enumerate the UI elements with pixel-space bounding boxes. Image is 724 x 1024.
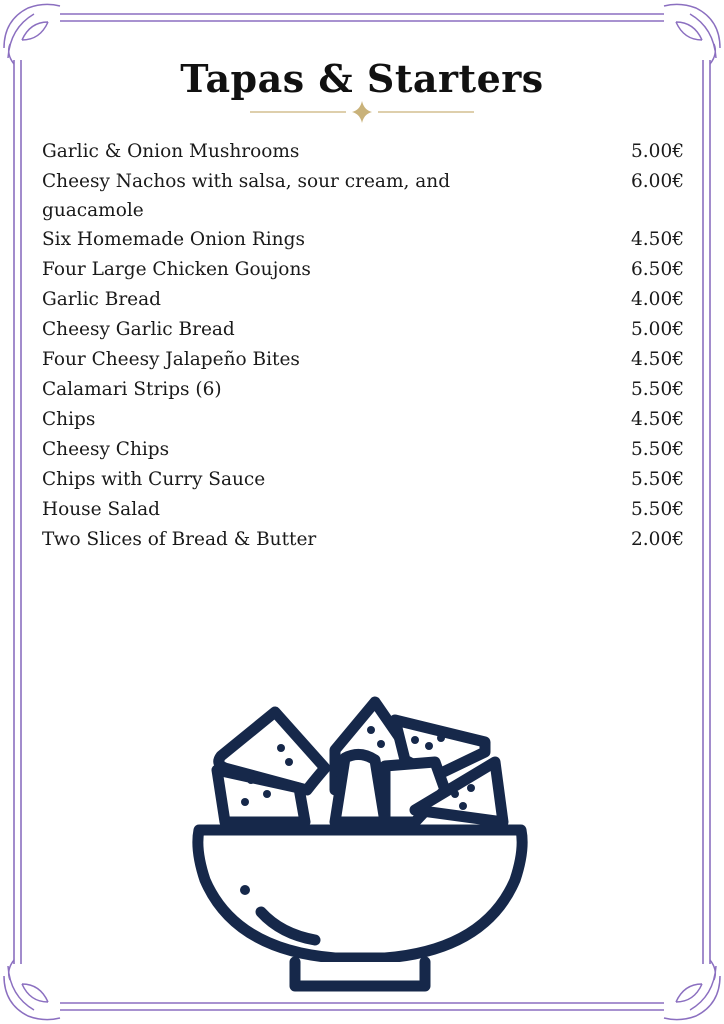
menu-item-price: 6.50€ bbox=[631, 259, 684, 280]
menu-item-name: Chips with Curry Sauce bbox=[42, 469, 266, 490]
page-title: Tapas & Starters bbox=[180, 56, 544, 101]
menu-item bbox=[42, 375, 692, 405]
menu-item-name: House Salad bbox=[42, 499, 161, 520]
menu-item bbox=[42, 465, 692, 495]
menu-item-name: Garlic Bread bbox=[42, 289, 161, 310]
menu-item-name: Garlic & Onion Mushrooms bbox=[42, 141, 300, 162]
menu-item-price: 4.50€ bbox=[631, 409, 684, 430]
menu-item bbox=[42, 167, 692, 225]
menu-item bbox=[42, 495, 692, 525]
menu-item-price: 5.50€ bbox=[631, 379, 684, 400]
menu-item-price: 2.00€ bbox=[631, 529, 684, 550]
menu-item-price: 5.50€ bbox=[631, 469, 684, 490]
menu-item bbox=[42, 137, 692, 167]
sparkle-divider-icon bbox=[250, 100, 474, 124]
ornament-corner-icon bbox=[4, 960, 60, 1020]
menu-item bbox=[42, 315, 692, 345]
menu-item-price: 6.00€ bbox=[631, 171, 684, 192]
nacho-bowl-icon bbox=[185, 690, 535, 1000]
menu-item-price: 5.50€ bbox=[631, 499, 684, 520]
menu-item-name: Four Large Chicken Goujons bbox=[42, 259, 311, 280]
menu-item-name: Four Cheesy Jalapeño Bites bbox=[42, 349, 300, 370]
menu-item bbox=[42, 525, 692, 555]
menu-item-price: 4.00€ bbox=[631, 289, 684, 310]
menu-item bbox=[42, 345, 692, 375]
ornament-corner-icon bbox=[664, 960, 720, 1020]
menu-item bbox=[42, 285, 692, 315]
menu-item-price: 4.50€ bbox=[631, 229, 684, 250]
menu-item-price: 5.00€ bbox=[631, 319, 684, 340]
menu-item bbox=[42, 405, 692, 435]
menu-list bbox=[42, 137, 692, 555]
menu-item-name: Cheesy Garlic Bread bbox=[42, 319, 235, 340]
menu-item bbox=[42, 225, 692, 255]
menu-item-name: Six Homemade Onion Rings bbox=[42, 229, 305, 250]
menu-item bbox=[42, 255, 692, 285]
menu-item-price: 4.50€ bbox=[631, 349, 684, 370]
menu-item-name: Chips bbox=[42, 409, 96, 430]
menu-item-name: Cheesy Chips bbox=[42, 439, 170, 460]
menu-item-name: Cheesy Nachos with salsa, sour cream, and guacamole bbox=[42, 171, 451, 221]
menu-item-name: Calamari Strips (6) bbox=[42, 379, 222, 400]
menu-item bbox=[42, 435, 692, 465]
menu-item-price: 5.00€ bbox=[631, 141, 684, 162]
menu-item-name: Two Slices of Bread & Butter bbox=[42, 529, 317, 550]
menu-item-price: 5.50€ bbox=[631, 439, 684, 460]
